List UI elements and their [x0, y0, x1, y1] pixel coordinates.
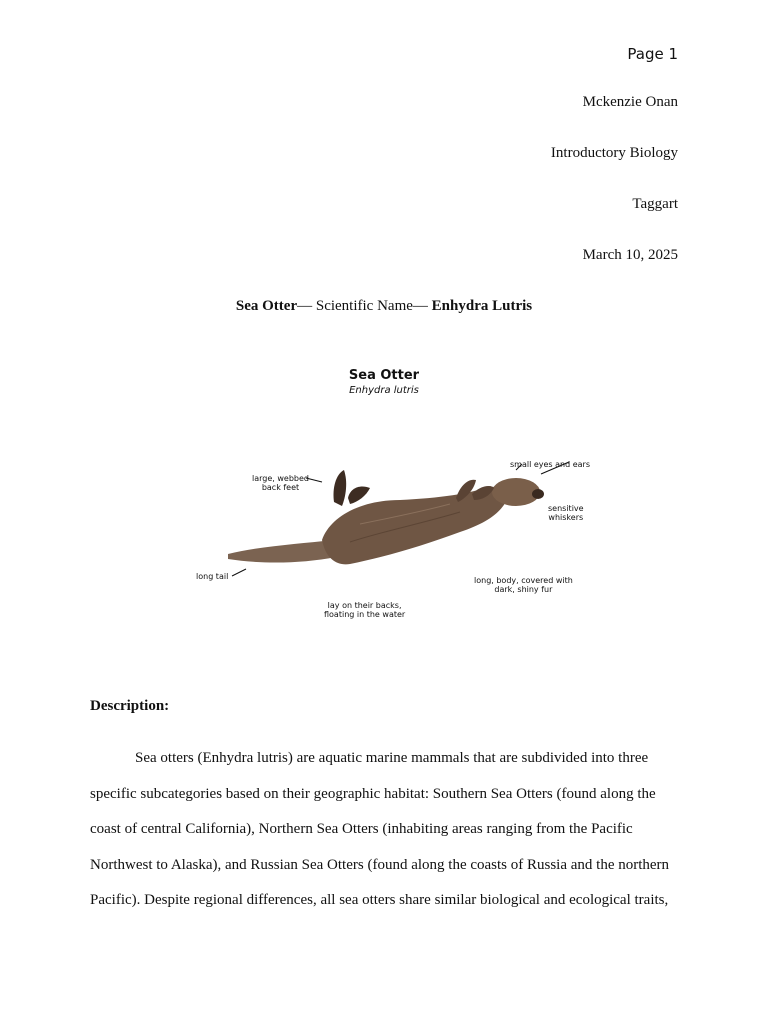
label-eyes-ears: small eyes and ears: [510, 460, 591, 469]
label-lay-on-backs: lay on their backs, floating in the water: [324, 601, 406, 619]
sea-otter-figure: [160, 352, 608, 664]
title-separator: — Scientific Name—: [297, 298, 432, 314]
instructor-name: Taggart: [632, 196, 678, 212]
description-paragraph: Sea otters (Enhydra lutris) are aquatic marine mammals that are subdivided into three specific subcategories based on their geographic habitat: Southern Sea Otters (found along the coast of central California), Northern Sea Otters (inhabiting areas ranging from the Pacific Northwest to Alaska), and Russian Sea Otters (found along the coasts of Russia and the northern Pacific). Despite regional differences, all sea otters share similar biological and ecological traits,: [90, 750, 670, 909]
author-name: Mckenzie Onan: [582, 94, 678, 110]
document-date: March 10, 2025: [582, 247, 678, 263]
label-long-tail: long tail: [196, 572, 229, 581]
scientific-name: Enhydra Lutris: [431, 298, 533, 314]
label-body-fur: long, body, covered with dark, shiny fur: [474, 576, 573, 594]
figure-subtitle: Enhydra lutris: [349, 385, 419, 396]
figure-title: Sea Otter: [348, 368, 420, 383]
common-name: Sea Otter: [235, 298, 298, 314]
label-whiskers: sensitive whiskers: [548, 504, 584, 522]
course-name: Introductory Biology: [550, 145, 678, 161]
page-number: Page 1: [627, 45, 678, 63]
document-title: [0, 298, 768, 315]
label-back-feet: large, webbed back feet: [252, 474, 309, 492]
description-heading: Description:: [90, 698, 170, 714]
